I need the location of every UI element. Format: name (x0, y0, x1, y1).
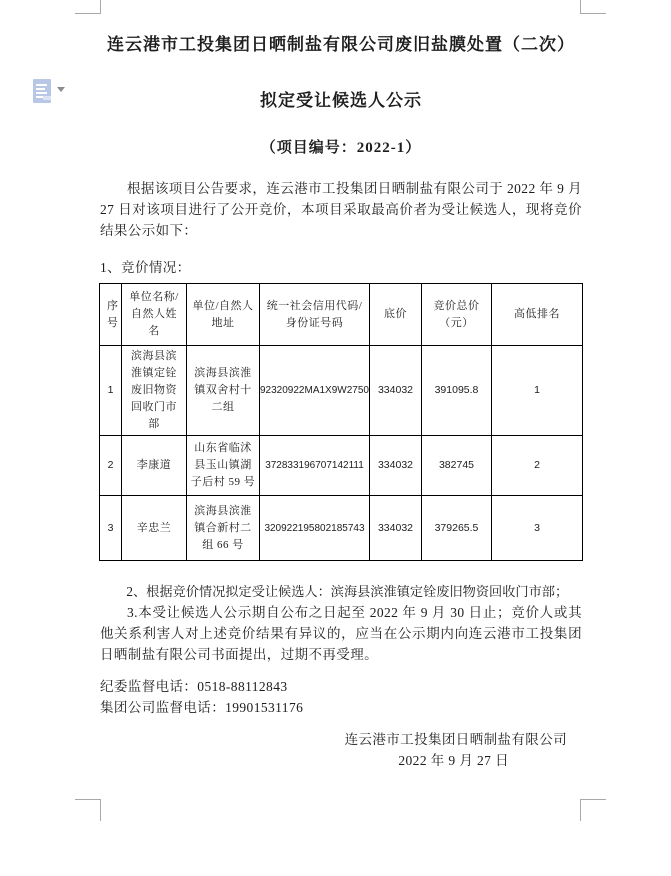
table-cell: 334032 (370, 436, 422, 496)
table-cell: 2 (100, 436, 122, 496)
table-cell: 92320922MA1X9W2750 (260, 346, 370, 436)
table-cell: 山东省临沭县玉山镇湖子后村 59 号 (187, 436, 260, 496)
signature-company: 连云港市工投集团日晒制盐有限公司 (344, 732, 567, 747)
table-header-cell: 底价 (370, 284, 422, 346)
table-cell: 2 (492, 436, 583, 496)
table-header-cell: 竞价总价（元） (422, 284, 492, 346)
table-cell: 滨海县滨淮镇合新村二组 66 号 (187, 496, 260, 561)
table-cell: 379265.5 (422, 496, 492, 561)
table-header-cell: 高低排名 (492, 284, 583, 346)
chevron-down-icon[interactable] (57, 87, 65, 92)
text-boundary-mark-bottom-left (75, 799, 101, 821)
table-cell: 1 (100, 346, 122, 436)
bidding-table (99, 283, 583, 561)
table-cell: 334032 (370, 346, 422, 436)
table-row (100, 436, 583, 496)
doc-title-line-1: 连云港市工投集团日晒制盐有限公司废旧盐膜处置（二次） (107, 35, 575, 54)
table-cell: 3 (100, 496, 122, 561)
intro-paragraph: 根据该项目公告要求，连云港市工投集团日晒制盐有限公司于 2022 年 9 月 27 日对该项目进行了公开竞价，本项目采取最高价者为受让候选人，现将竞价结果公示如下： (100, 181, 582, 238)
text-boundary-mark-bottom-right (580, 799, 606, 821)
table-cell: 382745 (422, 436, 492, 496)
group-phone-line: 集团公司监督电话：19901531176 (100, 700, 304, 715)
text-boundary-mark-top-left (75, 0, 101, 14)
paragraph-2: 2、根据竞价情况拟定受让候选人：滨海县滨淮镇定铨废旧物资回收门市部； (126, 584, 569, 599)
table-header-cell: 统一社会信用代码/身份证号码 (260, 284, 370, 346)
table-cell: 391095.8 (422, 346, 492, 436)
section-1-label: 1、竞价情况： (100, 260, 191, 275)
paste-options-icon[interactable] (33, 79, 51, 103)
table-cell: 1 (492, 346, 583, 436)
paragraph-3: 3.本受让候选人公示期自公布之日起至 2022 年 9 月 30 日止；竞价人或其他关系利害人对上述竞价结果有异议的，应当在公示期内向连云港市工投集团日晒制盐有限公司书面提出，过期不再受理。 (100, 605, 582, 662)
discipline-phone-line: 纪委监督电话：0518-88112843 (100, 679, 288, 694)
table-cell: 滨海县滨淮镇定铨废旧物资回收门市部 (122, 346, 187, 436)
table-cell: 辛忠兰 (122, 496, 187, 561)
table-cell: 320922195802185743 (260, 496, 370, 561)
doc-title-line-2: 拟定受让候选人公示 (260, 91, 422, 110)
table-row (100, 496, 583, 561)
paste-options-button[interactable] (33, 79, 67, 105)
table-cell: 滨海县滨淮镇双舍村十二组 (187, 346, 260, 436)
table-row (100, 346, 583, 436)
table-cell: 372833196707142111 (260, 436, 370, 496)
table-header-cell: 单位名称/自然人姓名 (122, 284, 187, 346)
table-header-cell: 单位/自然人地址 (187, 284, 260, 346)
table-header-cell: 序号 (100, 284, 122, 346)
doc-project-number: （项目编号：2022-1） (260, 140, 422, 156)
table-cell: 3 (492, 496, 583, 561)
text-boundary-mark-top-right (580, 0, 606, 14)
table-cell: 李康道 (122, 436, 187, 496)
signature-date: 2022 年 9 月 27 日 (398, 753, 509, 768)
table-cell: 334032 (370, 496, 422, 561)
table-header-row (100, 284, 583, 346)
